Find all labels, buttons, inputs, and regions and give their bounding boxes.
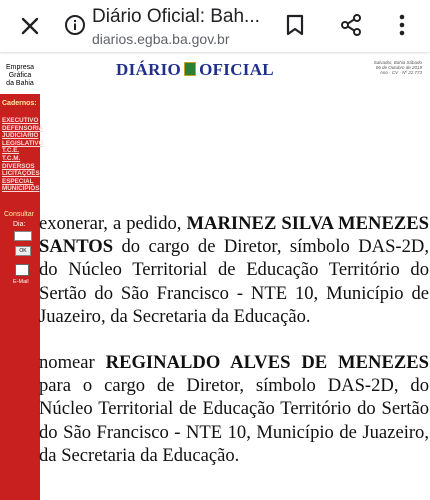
gazette-text <box>39 212 429 490</box>
bookmark-icon[interactable] <box>281 10 309 40</box>
close-icon[interactable] <box>14 10 46 42</box>
sidebar-item-diversos[interactable]: DIVERSOS <box>2 162 35 170</box>
email-icon[interactable] <box>15 264 29 276</box>
more-options-icon[interactable] <box>388 10 416 40</box>
browser-toolbar <box>0 0 430 52</box>
edition-date: 06 de Outubro de 2019 <box>375 65 422 70</box>
sidebar-item-defensoria[interactable]: DEFENSORIA <box>2 124 44 132</box>
publisher-brand <box>2 64 38 88</box>
text-span: exonerar, a pedido, <box>39 213 187 234</box>
ok-button[interactable]: OK <box>15 246 31 256</box>
logo-text-left: DIÁRIO <box>116 60 182 79</box>
sidebar-item-tcm[interactable]: T.C.M. <box>2 154 21 162</box>
diario-oficial-logo[interactable] <box>116 60 274 80</box>
sidebar-item-legislativo[interactable]: LEGISLATIVO <box>2 139 44 147</box>
page-title: Diário Oficial: Bah... <box>92 6 260 27</box>
edition-number: Ano · CV · Nº 22.773 <box>379 70 422 75</box>
sidebar-item-municipios[interactable]: MUNICÍPIOS <box>2 185 40 193</box>
edition-info <box>352 60 422 75</box>
text-span: nomear <box>39 352 106 374</box>
sidebar-item-tce[interactable]: T.C.E. <box>2 147 20 155</box>
share-icon[interactable] <box>336 10 366 40</box>
email-link[interactable]: E-Mail <box>13 279 29 285</box>
consultar-label: Consultar <box>4 211 34 218</box>
person-name: MARINEZ SILVA MENEZES SANTOS <box>39 213 429 258</box>
edition-line: Salvador, Bahia Sábado <box>373 60 422 65</box>
dia-label: Dia: <box>13 221 26 228</box>
sidebar-title: Cadernos: <box>2 100 37 107</box>
brand-line: Gráfica <box>8 72 32 79</box>
brand-line: da Bahia <box>6 80 34 87</box>
brand-line: Empresa <box>5 64 34 71</box>
coat-of-arms-icon <box>184 62 196 76</box>
sidebar-item-especial[interactable]: ESPECIAL <box>2 177 34 185</box>
page-url[interactable]: diarios.egba.ba.gov.br <box>92 31 230 47</box>
sidebar-item-licitacoes[interactable]: LICITAÇÕES <box>2 170 40 178</box>
sidebar-item-executivo[interactable]: EXECUTIVO <box>2 117 39 124</box>
date-input[interactable] <box>14 231 32 241</box>
paragraph-nomear <box>39 351 429 467</box>
text-span: para o cargo de Diretor, símbolo DAS-2D, do Núcleo Territorial de Educação Território do Sertão do São Francisco - NTE 10, Município de Juazeiro, da Secretaria da Educação. <box>39 375 429 466</box>
paragraph-exonerar <box>39 212 429 328</box>
sidebar-menu <box>2 117 44 193</box>
person-name: REGINALDO ALVES DE MENEZES <box>105 352 429 374</box>
text-span: do cargo de Diretor, símbolo DAS-2D, do Núcleo Territorial de Educação Território do Sertão do São Francisco - NTE 10, Município de Juazeiro, da Secretaria da Educação. <box>39 236 429 327</box>
logo-text-right: OFICIAL <box>199 60 274 79</box>
sidebar-item-judiciario[interactable]: JUDICIÁRIO <box>2 132 39 140</box>
info-icon[interactable] <box>64 14 86 36</box>
